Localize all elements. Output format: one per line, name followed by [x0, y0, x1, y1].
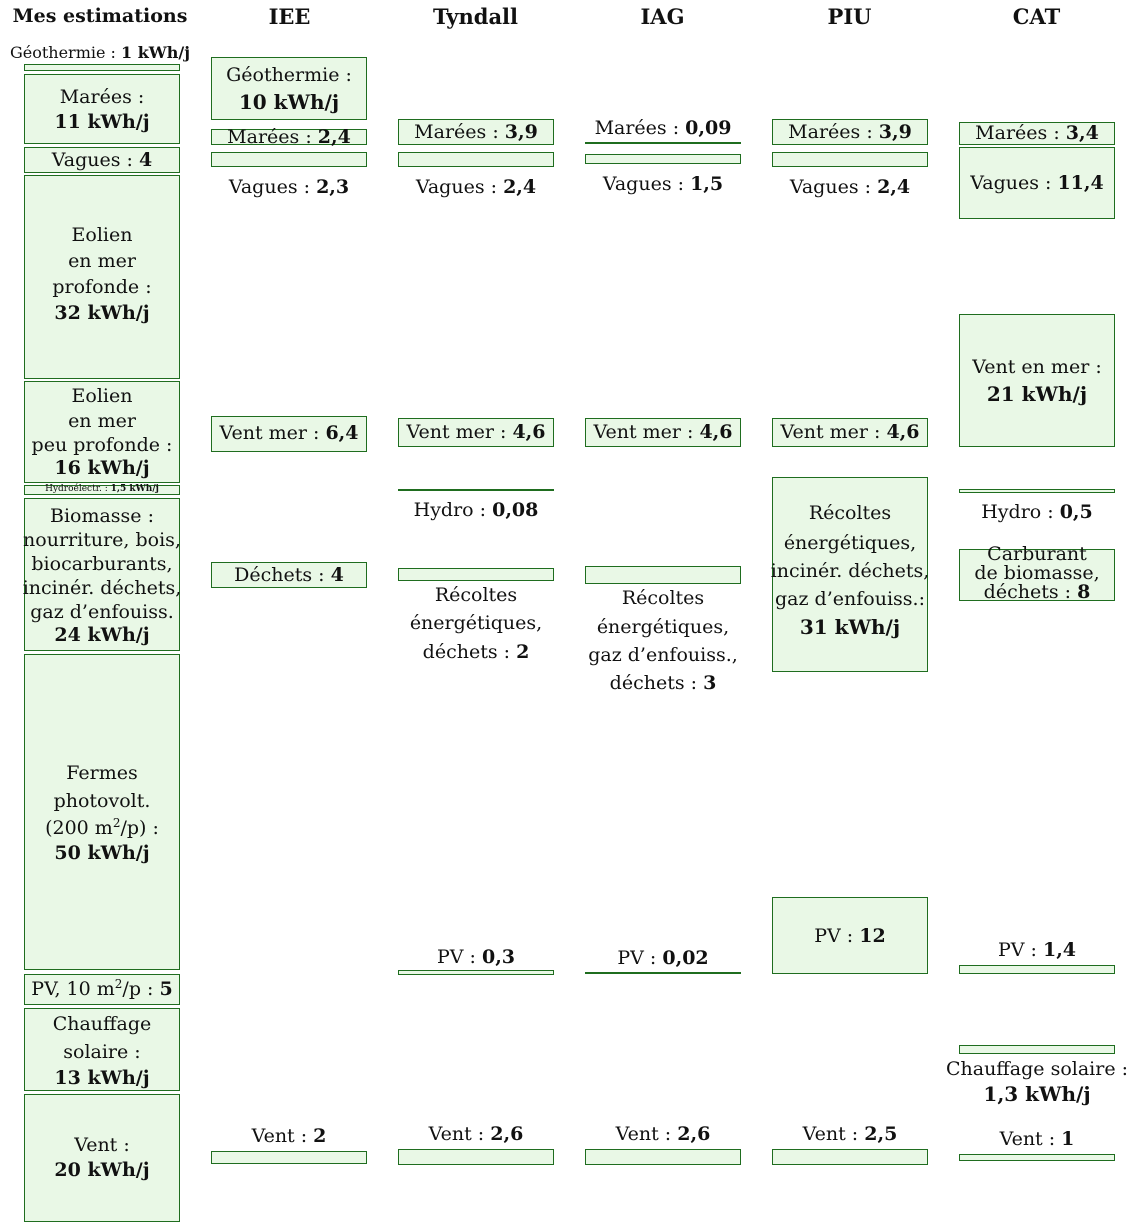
piu-vagues-box [772, 152, 928, 167]
mine-fermes-l2: photovolt. [53, 790, 151, 812]
tyndall-pv-box [398, 970, 554, 975]
cat-hydro-label: Hydro : 0,5 [981, 501, 1093, 523]
mine-vent-value: 20 kWh/j [54, 1159, 150, 1181]
mine-biomasse-l3: biocarburants, [31, 553, 173, 575]
iee-geothermie-value: 10 kWh/j [238, 90, 340, 114]
cat-carburant-l3: déchets : 8 [983, 581, 1091, 603]
mine-marees-value: 11 kWh/j [54, 111, 150, 133]
cat-carburant-l1: Carburant [987, 543, 1087, 565]
mine-eolien-profonde-value: 32 kWh/j [54, 302, 150, 324]
iee-vagues-label: Vagues : 2,3 [228, 176, 350, 198]
mine-marees-label: Marées : [59, 86, 145, 108]
cat-vent-box [959, 1154, 1115, 1161]
cat-ventmer-label: Vent en mer : [972, 356, 1102, 378]
piu-recoltes-box [772, 477, 928, 672]
iee-vagues-box [211, 152, 367, 167]
mine-fermes-l3: (200 $m^2/p$) : [45, 816, 159, 839]
iag-vagues-box [585, 154, 741, 164]
iag-marees-label: Marées : 0,09 [594, 117, 732, 139]
cat-ventmer-box [959, 314, 1115, 447]
mine-chauffage-l2: solaire : [63, 1041, 141, 1063]
iag-pv-label: PV : 0,02 [617, 947, 709, 969]
mine-fermes-l1: Fermes [66, 762, 138, 784]
mine-eolien-peu-l3: peu profonde : [31, 434, 173, 456]
header-iag: IAG [640, 4, 685, 29]
cat-hydro-box [959, 489, 1115, 493]
cat-chauffage-value: 1,3 kWh/j [983, 1082, 1091, 1106]
mine-geothermie-box [24, 64, 180, 71]
iee-dechets-label: Déchets : 4 [234, 564, 344, 586]
iee-ventmer-box [211, 416, 367, 452]
mine-vagues-box [24, 147, 180, 173]
tyndall-ventmer-box [398, 418, 554, 447]
mine-biomasse-l1: Biomasse : [49, 505, 154, 527]
cat-marees-label: Marées : 3,4 [975, 122, 1099, 144]
mine-biomasse-box [24, 498, 180, 651]
iee-vent-label: Vent : 2 [251, 1125, 327, 1147]
cat-chauffage-label: Chauffage solaire : [945, 1058, 1129, 1080]
iag-vent-box [585, 1149, 741, 1165]
mine-vent-box [24, 1094, 180, 1222]
piu-vent-box [772, 1149, 928, 1165]
iee-vent-box [211, 1151, 367, 1164]
iag-pv-line [585, 972, 741, 974]
cat-vagues-box [959, 147, 1115, 219]
piu-pv-label: PV : 12 [814, 925, 886, 947]
mine-eolien-profonde-l2: en mer [68, 250, 136, 272]
mine-pv-label: PV, 10 $m^2/p$ : 5 [31, 977, 173, 1000]
iag-ventmer-label: Vent mer : 4,6 [593, 421, 733, 443]
cat-pv-label: PV : 1,4 [997, 939, 1077, 961]
iag-recoltes-l4: déchets : 3 [609, 672, 717, 694]
iag-ventmer-box [585, 418, 741, 447]
mine-eolien-profonde-box [24, 175, 180, 379]
tyndall-ventmer-label: Vent mer : 4,6 [406, 421, 546, 443]
iag-vent-label: Vent : 2,6 [615, 1123, 711, 1145]
mine-fermes-value: 50 kWh/j [54, 842, 150, 864]
mine-eolien-profonde-l3: profonde : [52, 276, 152, 298]
mine-chauffage-l1: Chauffage [52, 1013, 152, 1035]
cat-marees-box [959, 122, 1115, 145]
piu-pv-box [772, 897, 928, 974]
piu-recoltes-l3: incinér. déchets, [770, 560, 930, 582]
tyndall-hydro-label: Hydro : 0,08 [413, 499, 539, 521]
iee-marees-label: Marées : 2,4 [227, 126, 351, 148]
tyndall-hydro-line [398, 489, 554, 491]
mine-eolien-peu-l2: en mer [68, 410, 136, 432]
tyndall-marees-box [398, 119, 554, 145]
piu-ventmer-label: Vent mer : 4,6 [780, 421, 920, 443]
mine-eolien-peu-value: 16 kWh/j [54, 457, 150, 479]
cat-vent-label: Vent : 1 [999, 1128, 1075, 1150]
mine-pv-box [24, 974, 180, 1005]
mine-geothermie-label: Géothermie : 1 kWh/j [9, 43, 191, 62]
mine-chauffage-value: 13 kWh/j [54, 1067, 150, 1089]
piu-vagues-label: Vagues : 2,4 [789, 176, 911, 198]
piu-marees-box [772, 119, 928, 145]
piu-vent-label: Vent : 2,5 [802, 1123, 898, 1145]
piu-recoltes-l4: gaz d’enfouiss.: [775, 588, 925, 610]
iag-marees-line [585, 142, 741, 144]
iag-vagues-label: Vagues : 1,5 [602, 173, 724, 195]
header-piu: PIU [827, 4, 872, 29]
iag-recoltes-l1: Récoltes [621, 587, 705, 609]
mine-biomasse-l5: gaz d’enfouiss. [30, 601, 174, 623]
mine-marees-box [24, 74, 180, 144]
piu-ventmer-box [772, 418, 928, 447]
mine-eolien-peu-profonde-box [24, 381, 180, 483]
mine-vent-label: Vent : [74, 1134, 130, 1156]
tyndall-recoltes-l1: Récoltes [434, 584, 518, 606]
header-iee: IEE [268, 4, 311, 29]
mine-biomasse-l2: nourriture, bois, [23, 529, 181, 551]
piu-marees-label: Marées : 3,9 [788, 121, 912, 143]
piu-recoltes-l1: Récoltes [808, 502, 892, 524]
tyndall-recoltes-l2: énergétiques, [409, 612, 543, 634]
tyndall-vent-label: Vent : 2,6 [428, 1123, 524, 1145]
header-cat: CAT [1012, 4, 1061, 29]
mine-eolien-peu-l1: Eolien [71, 385, 133, 407]
iag-recoltes-box [585, 566, 741, 584]
cat-pv-box [959, 965, 1115, 974]
mine-hydro-box [24, 485, 180, 495]
tyndall-marees-label: Marées : 3,9 [414, 121, 538, 143]
mine-eolien-profonde-l1: Eolien [71, 224, 133, 246]
tyndall-vagues-label: Vagues : 2,4 [415, 176, 537, 198]
iee-geothermie-box [211, 57, 367, 120]
iee-marees-box [211, 126, 367, 148]
tyndall-vagues-box [398, 152, 554, 167]
mine-biomasse-l4: incinér. déchets, [22, 577, 182, 599]
cat-ventmer-value: 21 kWh/j [986, 382, 1088, 406]
iee-ventmer-label: Vent mer : 6,4 [219, 422, 359, 444]
tyndall-recoltes-l3: déchets : 2 [422, 641, 530, 663]
header-mes-estimations: Mes estimations [12, 5, 188, 27]
mine-chauffage-box [24, 1008, 180, 1091]
mine-hydro-label: Hydroélectr. : 1,5 kWh/j [45, 484, 159, 494]
cat-chauffage-box [959, 1045, 1115, 1054]
header-tyndall: Tyndall [432, 4, 519, 29]
iag-recoltes-l2: énergétiques, [596, 616, 730, 638]
iee-geothermie-label: Géothermie : [226, 64, 352, 86]
piu-recoltes-l2: énergétiques, [783, 532, 917, 554]
iag-recoltes-l3: gaz d’enfouiss., [588, 644, 738, 666]
cat-carburant-box [959, 543, 1115, 603]
tyndall-pv-label: PV : 0,3 [436, 946, 516, 968]
piu-recoltes-value: 31 kWh/j [799, 615, 901, 639]
cat-carburant-l2: de biomasse, [974, 562, 1100, 584]
iee-dechets-box [211, 562, 367, 588]
mine-biomasse-value: 24 kWh/j [54, 624, 150, 646]
cat-vagues-label: Vagues : 11,4 [970, 172, 1104, 194]
mine-vagues-label: Vagues : 4 [51, 149, 153, 171]
tyndall-vent-box [398, 1149, 554, 1165]
mine-fermes-pv-box [24, 654, 180, 970]
tyndall-recoltes-box [398, 568, 554, 581]
